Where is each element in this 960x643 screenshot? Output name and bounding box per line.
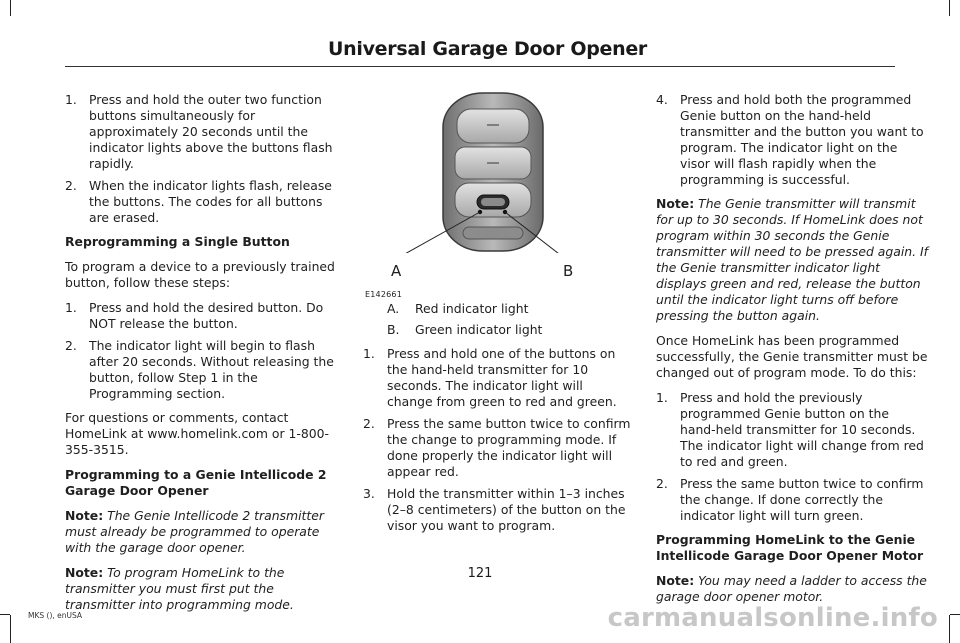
transmitter-button-top [457, 109, 529, 143]
list-item: 2. Press the same button twice to confirm the change to programming mode. If done properly the indicator light will appear red. [363, 416, 631, 479]
reprogram-intro: To program a device to a previously trained button, follow these steps: [65, 259, 335, 290]
list-item: 3. Hold the transmitter within 1–3 inches (2–8 centimeters) of the button on the visor you want to program. [363, 486, 626, 533]
watermark: carmanualsonline.info [607, 603, 938, 633]
list-item: 2. Press the same button twice to confirm the change. If done correctly the indicator light will turn green. [656, 476, 924, 523]
crop-mark-bottom-right [949, 615, 950, 643]
figure-legend [363, 301, 631, 338]
contact-paragraph: For questions or comments, contact HomeLink at www.homelink.com or 1-800-355-3515. [65, 410, 329, 457]
legend-item: B. Green indicator light [387, 322, 543, 337]
column-left [65, 92, 337, 622]
crop-mark-bottom-right-h [950, 614, 960, 615]
crop-mark-top-left [10, 0, 11, 16]
transmitter-figure [363, 85, 631, 299]
list-item: 1. Press and hold one of the buttons on the hand-held transmitter for 10 seconds. The indicator light will change from green to red and green. [363, 346, 617, 409]
list-item: 1. Press and hold the previously programmed Genie button on the hand-held transmitter for 10 seconds. The indicator light will change from red to red and green. [656, 390, 924, 469]
list-item: 1. Press and hold the desired button. Do NOT release the button. [65, 300, 324, 331]
genie-step-4 [656, 92, 928, 188]
figure-code: E142661 [365, 290, 402, 299]
list-item: 4. Press and hold both the programmed Genie button on the hand-held transmitter and the button you want to program. The indicator light on the visor will flash rapidly when the programming is successful. [656, 92, 924, 187]
note-genie-preprogrammed: Note: The Genie Intellicode 2 transmitter must already be programmed to operate with the garage door opener. [65, 508, 324, 555]
list-item: 2. The indicator light will begin to flash after 20 seconds. Without releasing the button, follow Step 1 in the Programming section. [65, 338, 334, 401]
column-middle [363, 80, 631, 542]
crop-mark-bottom-left [10, 615, 11, 643]
section-heading-motor: Programming HomeLink to the Genie Intellicode Garage Door Opener Motor [656, 532, 924, 563]
crop-mark-top-right [949, 0, 950, 16]
note-programming-mode: Note: To program HomeLink to the transmitter you must first put the transmitter into programming mode. [65, 565, 294, 612]
page-number: 121 [467, 566, 493, 581]
list-item: 1. Press and hold the outer two function buttons simultaneously for approximately 20 seconds until the indicator lights above the buttons flash rapidly. [65, 92, 333, 171]
exit-program-steps-list [656, 390, 928, 524]
figure-label-b: B [563, 262, 574, 280]
note-ladder: Note: You may need a ladder to access the garage door opener motor. [656, 573, 927, 604]
exit-program-intro: Once HomeLink has been programmed successfully, the Genie transmitter must be changed out of program mode. To do this: [656, 333, 928, 380]
figure-label-a: A [391, 262, 402, 280]
genie-transmitter-illustration [363, 85, 631, 253]
reprogram-steps-list [65, 300, 337, 402]
list-item: 2. When the indicator lights flash, release the buttons. The codes for all buttons are erased. [65, 178, 332, 225]
legend-item: A. Red indicator light [387, 301, 529, 316]
document-id: MKS (), enUSA [28, 611, 83, 620]
section-heading-genie: Programming to a Genie Intellicode 2 Garage Door Opener [65, 467, 327, 498]
genie-program-steps-list [363, 346, 631, 534]
page-title: Universal Garage Door Opener [328, 38, 647, 60]
header-rule [65, 66, 895, 67]
crop-mark-bottom-left-h [0, 614, 10, 615]
column-right [656, 92, 928, 614]
section-heading-reprogramming: Reprogramming a Single Button [65, 234, 290, 249]
erase-steps-list [65, 92, 337, 226]
note-transmit-duration: Note: The Genie transmitter will transmit for up to 30 seconds. If HomeLink does not program within 30 seconds the Genie transmitter will need to be pressed again. If the Genie transmitter indicator light displays green and red, release the button until the indicator light turns off before pressing the button again. [656, 196, 929, 323]
